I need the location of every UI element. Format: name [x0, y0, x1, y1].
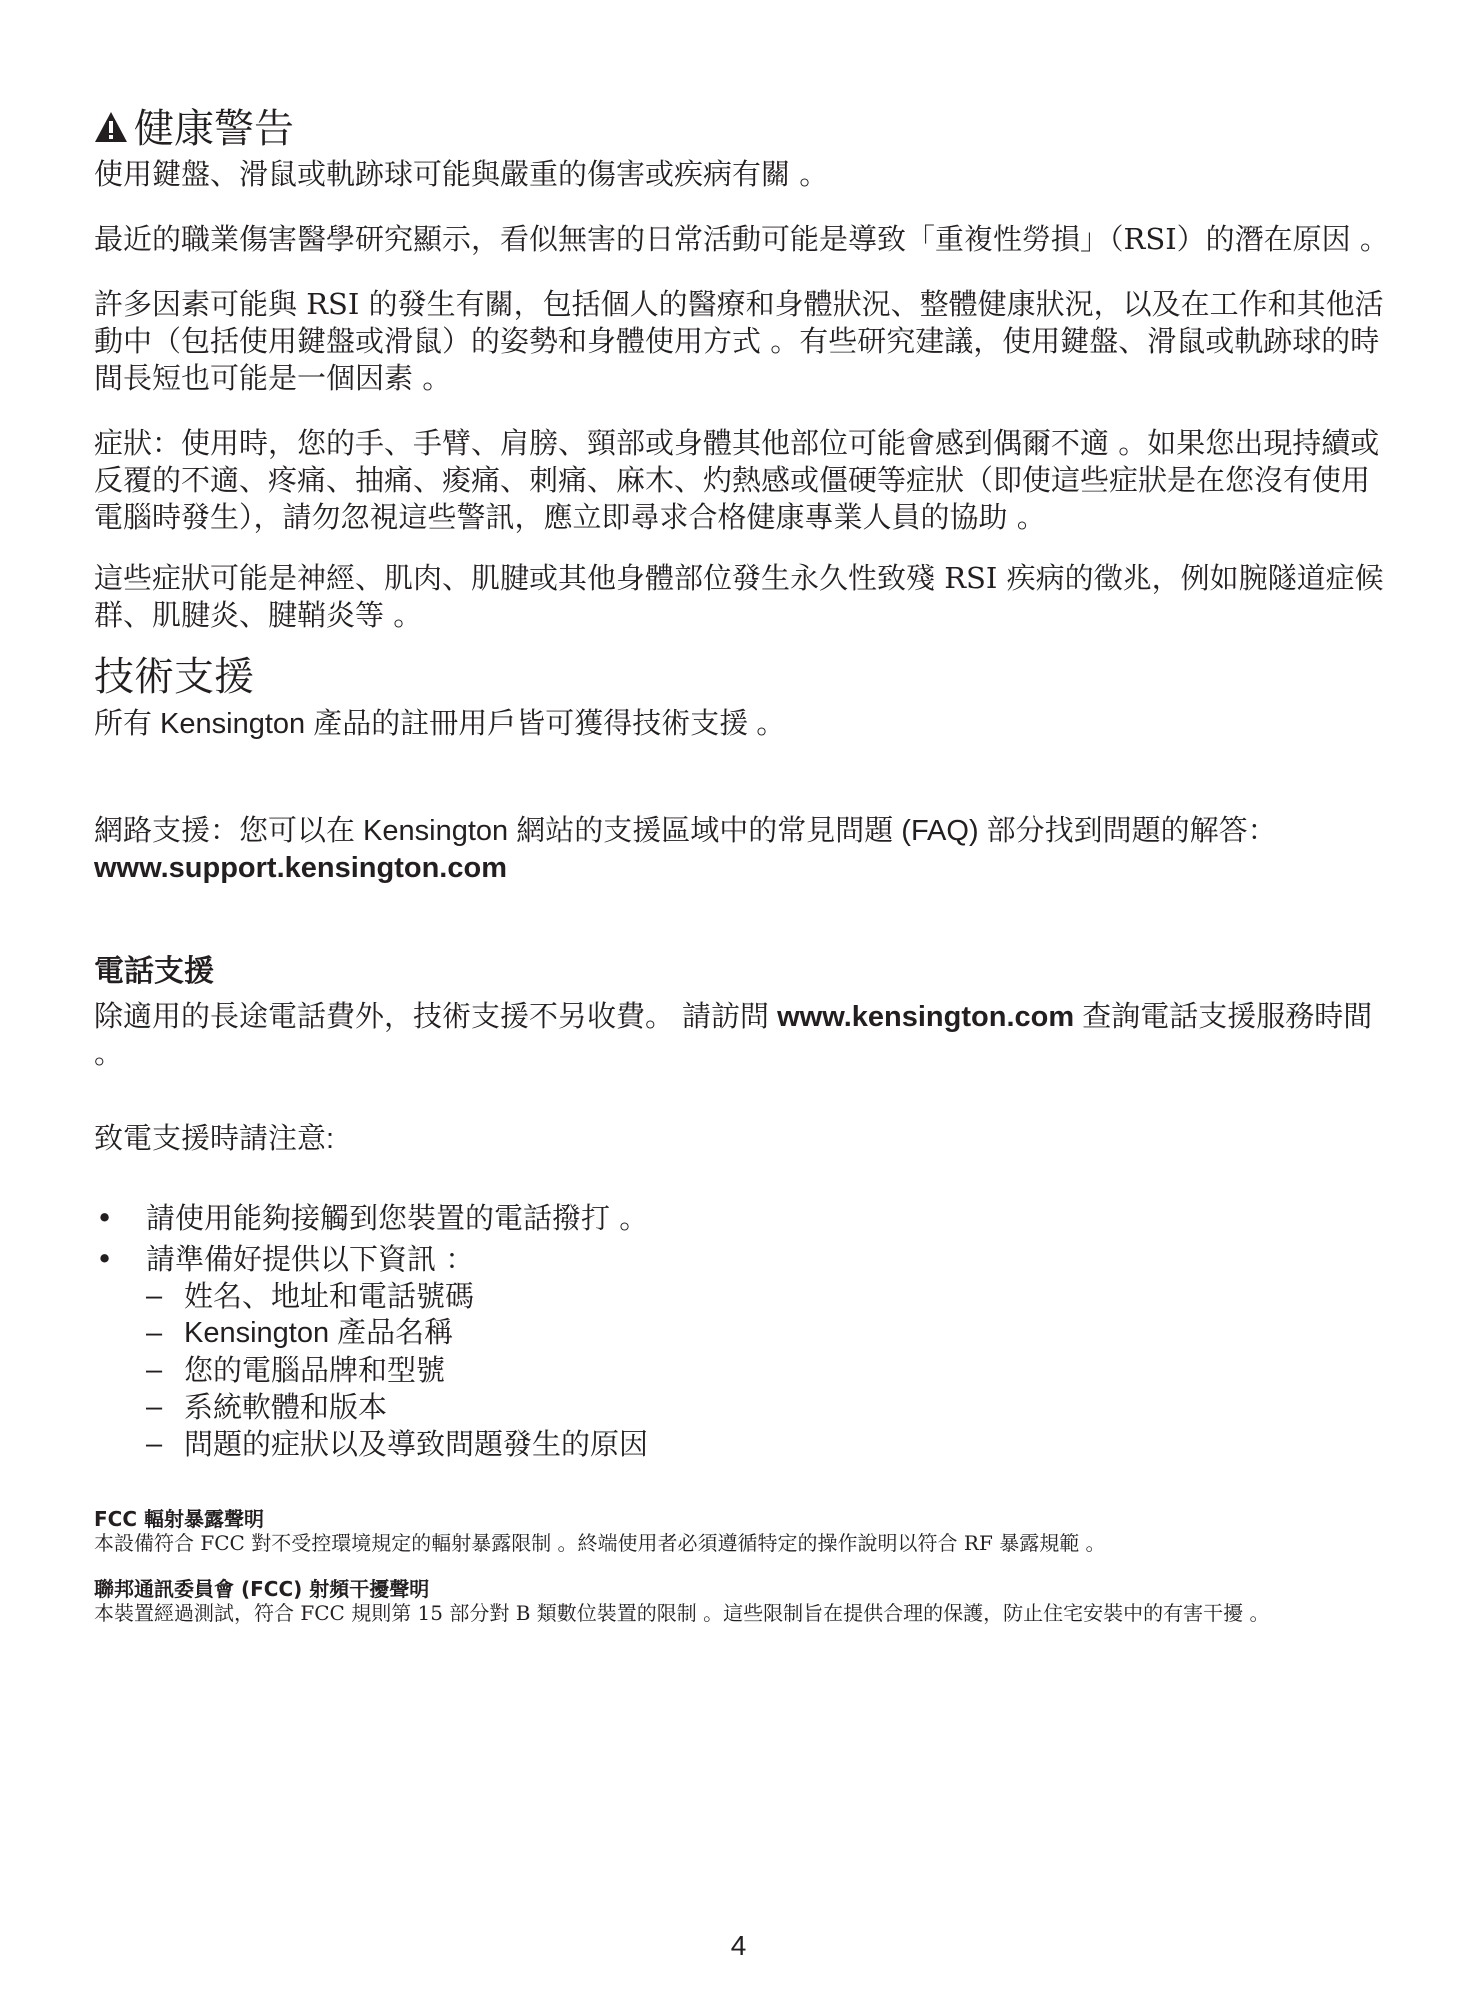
health-paragraph-4: 症狀：使用時，您的手、手臂、肩膀、頸部或身體其他部位可能會感到偶爾不適 。如果您出現持續或反覆的不適、疼痛、抽痛、痠痛、刺痛、麻木、灼熱感或僵硬等症狀（即使這些症狀是在您沒有使用電腦時發生），請勿忽視這些警訊，應立即尋求合格健康專業人員的協助 。 [94, 426, 1380, 534]
health-paragraph-5: 這些症狀可能是神經、肌肉、肌腱或其他身體部位發生永久性致殘 RSI 疾病的徵兆，例如腕隧道症候群、肌腱炎、腱鞘炎等 。 [94, 561, 1384, 632]
list-item: – 系統軟體和版本 [146, 1389, 1394, 1426]
call-note: 致電支援時請注意: [94, 1123, 335, 1155]
fcc-interference-text: 本裝置經過測試，符合 FCC 規則第 15 部分對 B 類數位裝置的限制 。這些限制旨在提供合理的保護，防止住宅安裝中的有害干擾 。 [94, 1601, 1270, 1625]
page-number: 4 [730, 1930, 747, 1961]
list-item: – 您的電腦品牌和型號 [146, 1352, 1394, 1389]
support-url-link[interactable]: www.support.kensington.com [94, 852, 507, 884]
web-support-paragraph [94, 813, 1394, 887]
fcc-rf-text: 本設備符合 FCC 對不受控環境規定的輻射暴露限制 。終端使用者必須遵循特定的操作說明以符合 RF 暴露規範 。 [94, 1531, 1106, 1555]
phone-support-heading: 電話支援 [94, 954, 214, 989]
warning-triangle-icon [94, 111, 128, 143]
kensington-url-link[interactable]: www.kensington.com [777, 1001, 1075, 1033]
health-paragraph-1: 使用鍵盤、滑鼠或軌跡球可能與嚴重的傷害或疾病有關 。 [94, 157, 829, 191]
health-warning-heading [94, 104, 1394, 154]
fcc-rf-heading: FCC 輻射暴露聲明 [94, 1507, 264, 1531]
phone-support-text-prefix: 除適用的長途電話費外，技術支援不另收費。 請訪問 [94, 1001, 778, 1033]
list-item: – Kensington 產品名稱 [146, 1315, 1394, 1352]
bullet-text: 請使用能夠接觸到您裝置的電話撥打 。 [146, 1201, 649, 1235]
list-item: – 問題的症狀以及導致問題發生的原因 [146, 1426, 1394, 1463]
bullet-text: 請準備好提供以下資訊 ： [146, 1242, 475, 1276]
tech-support-intro: 所有 Kensington 產品的註冊用戶皆可獲得技術支援 。 [94, 708, 786, 740]
info-sublist [146, 1278, 1394, 1463]
health-paragraph-3: 許多因素可能與 RSI 的發生有關，包括個人的醫療和身體狀況、整體健康狀況，以及在工作和其他活動中（包括使用鍵盤或滑鼠）的姿勢和身體使用方式 。有些研究建議，使用鍵盤、滑鼠或軌跡球的時間長短也可能是一個因素 。 [94, 287, 1384, 395]
phone-support-text-suffix: 查詢電話支援服務時間 。 [94, 1001, 1373, 1070]
health-paragraph-2: 最近的職業傷害醫學研究顯示，看似無害的日常活動可能是導致「重複性勞損」（RSI）的潛在原因 。 [94, 222, 1389, 256]
list-item [94, 1200, 1394, 1237]
document-page [94, 104, 1394, 1625]
call-checklist [94, 1200, 1394, 1463]
health-warning-title: 健康警告 [134, 106, 294, 152]
list-item [94, 1241, 1394, 1463]
fcc-interference-heading: 聯邦通訊委員會 (FCC) 射頻干擾聲明 [94, 1577, 430, 1601]
list-item: – 姓名、地址和電話號碼 [146, 1278, 1394, 1315]
tech-support-heading: 技術支援 [94, 654, 254, 700]
web-support-text: 網路支援：您可以在 Kensington 網站的支援區域中的常見問題 (FAQ) 部分找到問題的解答： [94, 815, 1277, 847]
phone-support-paragraph [94, 999, 1394, 1073]
